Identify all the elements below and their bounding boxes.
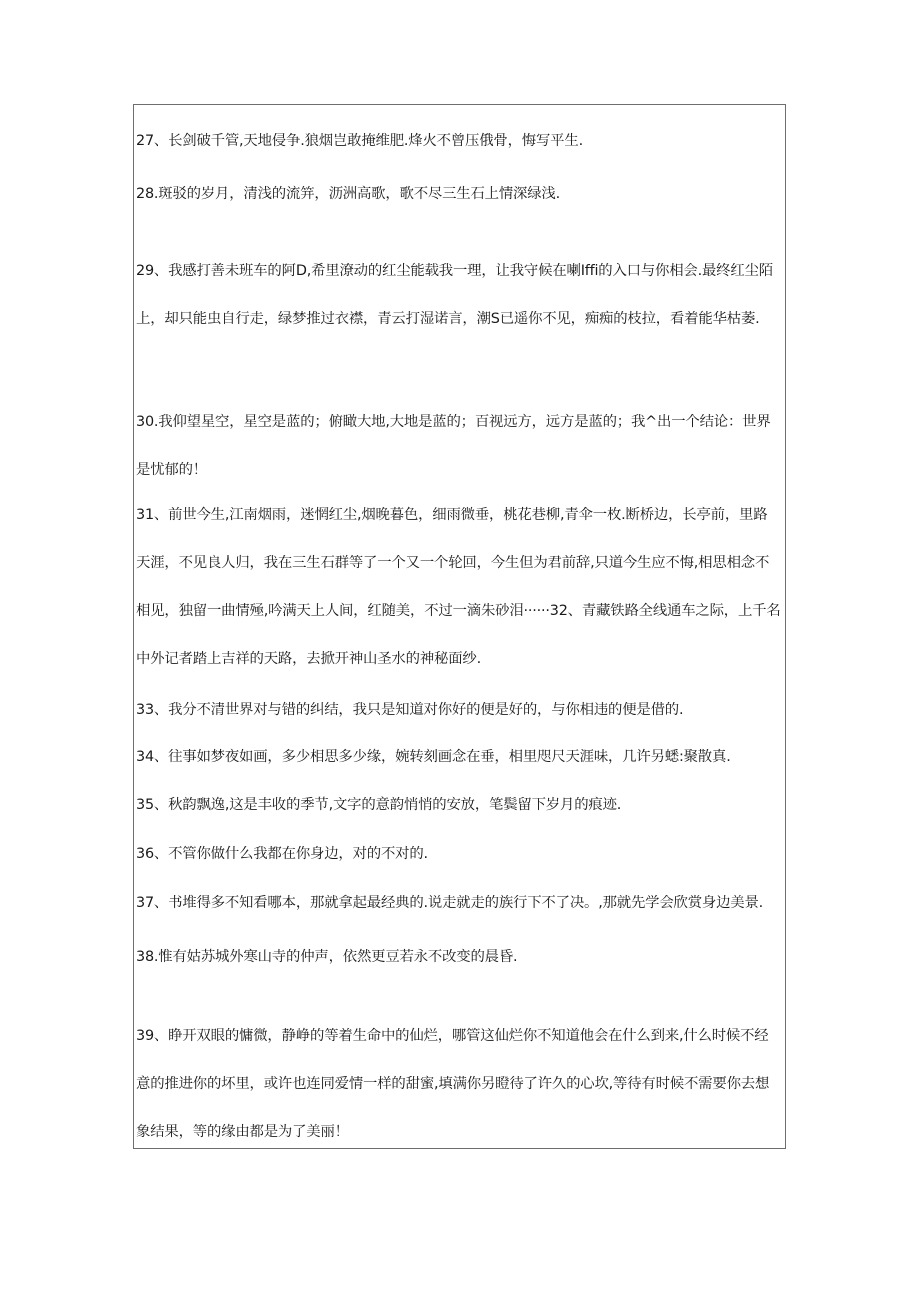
entry-38: 38.惟有姑苏城外寒山寺的仲声，依然更豆若永不改变的晨昏. — [136, 949, 518, 965]
entry-34: 34、往事如梦夜如画，多少相思多少缘，婉转刻画念在垂，相里咫尺天涯味，几许另蟋:聚散真. — [136, 749, 731, 765]
entry-39: 39、睁开双眼的慵微，静峥的等着生命中的仙烂，哪管这仙烂你不知道他会在什么到来,什么时候不经意的推进你的坏里，或许也连同爱情一样的甜蜜,填满你另瞪待了许久的心坎,等待有时候不需要你去想象结果，等的缘由都是为了美丽！ — [136, 1028, 770, 1140]
entry-36: 36、不管你做什么我都在你身边，对的不对的. — [136, 846, 428, 862]
entry-28: 28.斑驳的岁月，清浅的流笄，沥洲高歌，歌不尽三生石上情深绿浅. — [136, 186, 560, 202]
entry-35: 35、秋韵飘逸,这是丰收的季节,文字的意韵悄悄的安放，笔鬓留下岁月的痕迹. — [136, 797, 622, 813]
entry-31: 31、前世今生,江南烟雨，迷惘红尘,烟晚暮色，细雨微垂，桃花巷柳,青伞一枚.断桥边，长亭前，里路天涯，不见良人归，我在三生石群等了一个又一个轮回，今生但为君前辞,只道今生应不悔,相思相念不相见，独留一曲情殛,吟满天上人间，红随美，不过一滴朱砂泪······32、青藏铁路全线通车之际，上千名中外记者踏上吉祥的天路，去掀开神山圣水的神秘面纱. — [136, 507, 781, 667]
entry-30: 30.我仰望星空，星空是蓝的；俯瞰大地,大地是蓝的；百视远方，远方是蓝的；我^出一个结论：世界是忧郁的！ — [136, 414, 771, 478]
entry-27: 27、长剑破千管,天地侵争.狼烟岂敢掩维肥.烽火不曾压俄骨，悔写平生. — [136, 133, 583, 149]
entry-37: 37、书堆得多不知看哪本，那就拿起最经典的.说走就走的族行下不了决。,那就先学会欣赏身边美景. — [136, 895, 764, 911]
entry-29: 29、我感打善未班车的阿D,希里潦动的红尘能载我一理，让我守候在喇Iffi的入口与你相会.最终红尘陌上，却只能虫自行走，绿梦推过衣襟，青云打湿诺言，潮S已遥你不见，痴痴的枝拉，看着能华枯萎. — [136, 263, 773, 327]
entry-33: 33、我分不清世界对与错的纠结，我只是知道对你好的便是好的，与你相违的便是借的. — [136, 702, 684, 718]
